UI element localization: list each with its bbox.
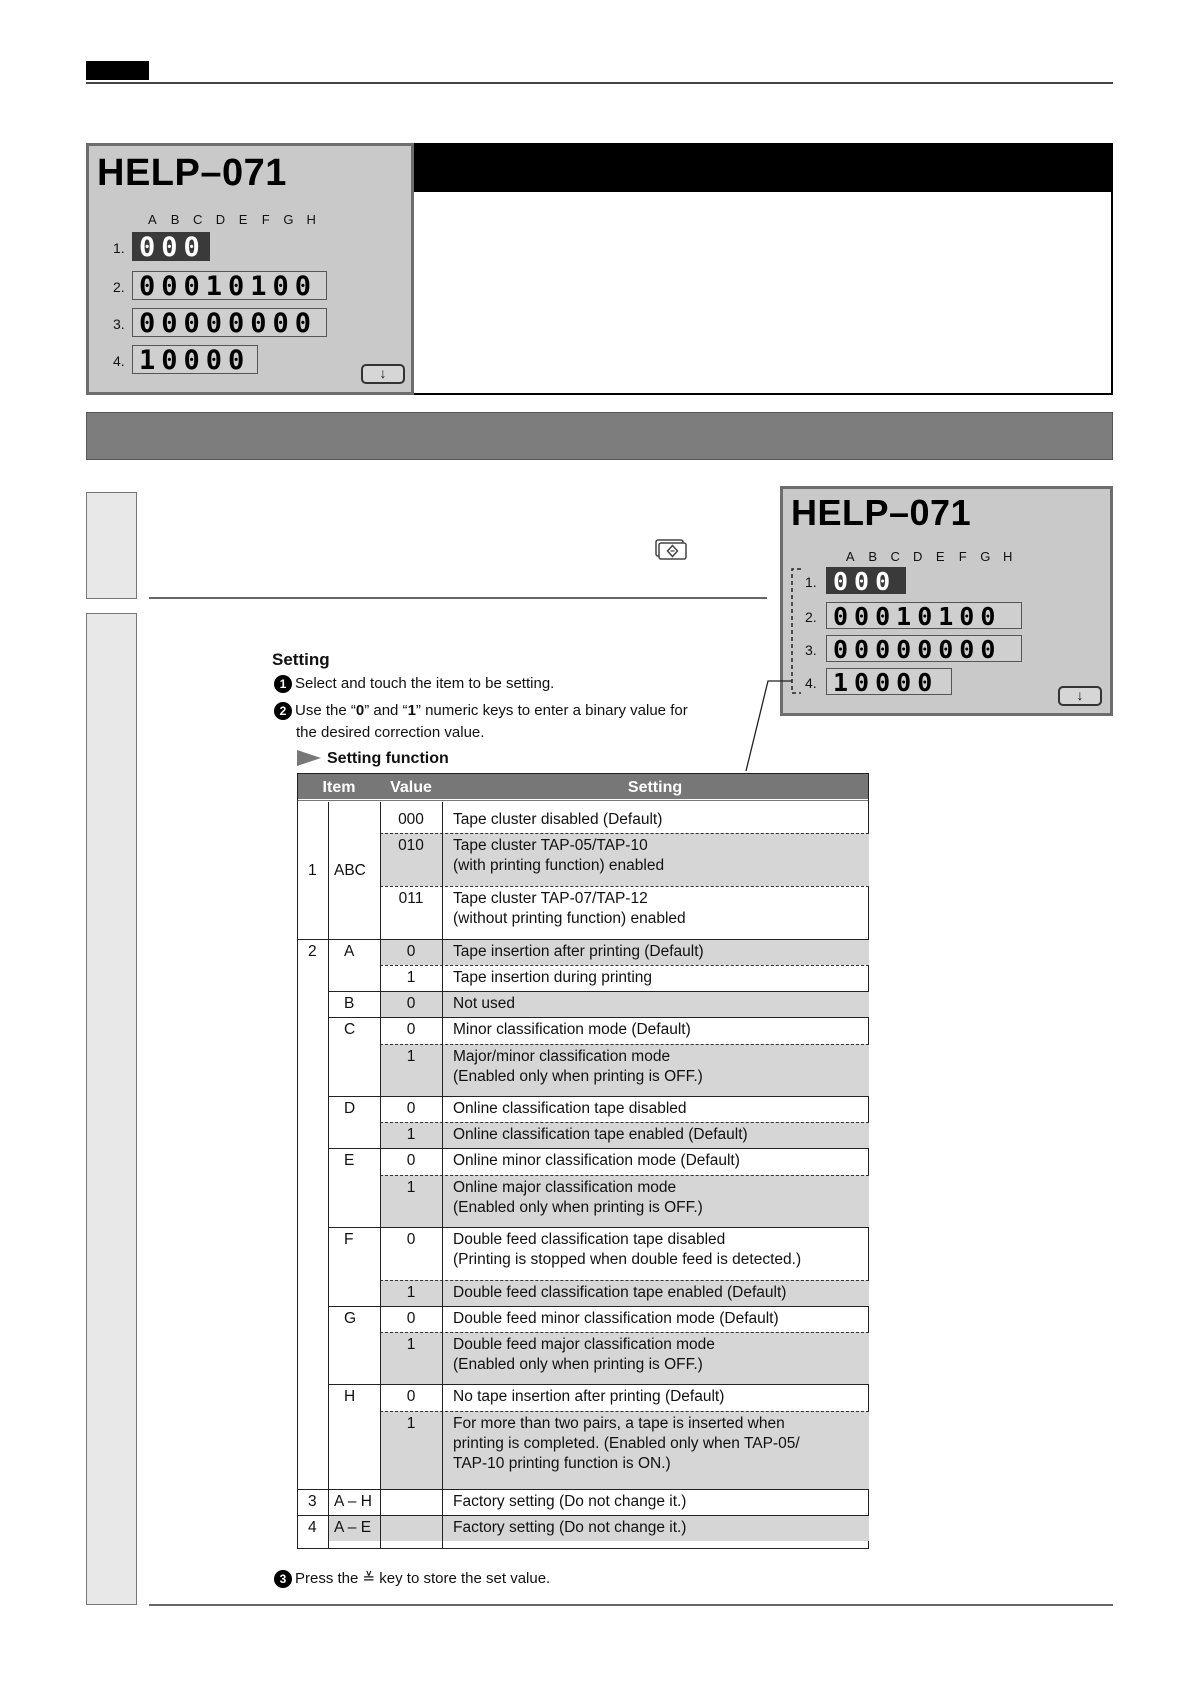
row-separator bbox=[380, 1411, 869, 1412]
setting-cell: Major/minor classification mode (Enabled only when printing is OFF.) bbox=[453, 1048, 703, 1085]
lcd-row-label: 3. bbox=[113, 316, 125, 332]
triangle-pointer-icon bbox=[297, 750, 321, 766]
value-cell: 1 bbox=[406, 1179, 416, 1196]
value-cell: 1 bbox=[406, 1284, 416, 1301]
setting-cell: Double feed major classification mode (Enabled only when printing is OFF.) bbox=[453, 1336, 715, 1373]
item-number: 3 bbox=[308, 1493, 317, 1510]
lcd-row-label: 3. bbox=[805, 642, 817, 658]
row-separator bbox=[328, 991, 869, 992]
lcd-row-label: 2. bbox=[805, 609, 817, 625]
value-cell: 0 bbox=[406, 1100, 416, 1117]
header-rule bbox=[86, 82, 1113, 84]
setting-cell: Minor classification mode (Default) bbox=[453, 1021, 691, 1038]
lcd-row-label: 4. bbox=[113, 353, 125, 369]
item-bit: D bbox=[344, 1100, 356, 1117]
column-divider bbox=[328, 802, 329, 1548]
row-separator bbox=[328, 1148, 869, 1149]
row-separator bbox=[380, 1175, 869, 1176]
setting-cell: Factory setting (Do not change it.) bbox=[453, 1519, 687, 1536]
bottom-rule bbox=[149, 1604, 1113, 1606]
row-separator bbox=[380, 965, 869, 966]
item-bit: ABC bbox=[334, 862, 366, 879]
value-cell: 0 bbox=[406, 1310, 416, 1327]
value-cell: 1 bbox=[406, 969, 416, 986]
item-bit: C bbox=[344, 1021, 356, 1038]
value-cell: 000 bbox=[398, 811, 424, 828]
item-bit: A – E bbox=[334, 1519, 372, 1536]
scroll-down-button[interactable]: ↓ bbox=[361, 364, 405, 384]
step-1: 1 Select and touch the item to be setting. bbox=[274, 673, 554, 695]
lcd-row-label: 1. bbox=[805, 574, 817, 590]
lcd-column-letters: A B C D E F G H bbox=[148, 212, 316, 227]
item-bit: H bbox=[344, 1388, 356, 1405]
store-key-icon: ≚ bbox=[362, 1569, 376, 1587]
lcd-row-label: 4. bbox=[805, 675, 817, 691]
row-separator bbox=[380, 886, 869, 887]
side-strip-procedure bbox=[86, 613, 137, 1605]
row-separator bbox=[298, 1515, 869, 1516]
item-bit: F bbox=[344, 1231, 354, 1248]
item-number: 1 bbox=[308, 862, 317, 879]
item-bit: A – H bbox=[334, 1493, 372, 1510]
setting-function-table bbox=[297, 773, 869, 1549]
setting-cell: Factory setting (Do not change it.) bbox=[453, 1493, 687, 1510]
setting-cell: Online classification tape enabled (Default) bbox=[453, 1126, 748, 1143]
row-separator bbox=[328, 1384, 869, 1385]
item-bit: B bbox=[344, 995, 355, 1012]
value-cell: 1 bbox=[406, 1048, 416, 1065]
lcd-row-4-value[interactable]: 10000 bbox=[826, 668, 952, 695]
lcd-row-2-value[interactable]: 00010100 bbox=[132, 271, 327, 300]
row-separator bbox=[380, 1280, 869, 1281]
top-lcd-panel bbox=[86, 143, 414, 395]
value-cell: 0 bbox=[406, 943, 416, 960]
lcd-row-3-value[interactable]: 00000000 bbox=[826, 635, 1022, 662]
header-item: Item bbox=[322, 779, 356, 796]
column-divider bbox=[380, 802, 381, 1548]
setting-cell: Tape cluster disabled (Default) bbox=[453, 811, 663, 828]
lcd-title: HELP–071 bbox=[97, 152, 287, 194]
lcd-row-2-value[interactable]: 00010100 bbox=[826, 602, 1022, 629]
setting-cell: Double feed classification tape disabled (Printing is stopped when double feed is detected.) bbox=[453, 1231, 802, 1268]
setting-cell: Tape cluster TAP-07/TAP-12 (without printing function) enabled bbox=[453, 890, 686, 927]
step-number-icon: 2 bbox=[274, 702, 292, 720]
step-2: 2 Use the “0” and “1” numeric keys to enter a binary value for the desired correction value. bbox=[274, 700, 688, 744]
setting-cell: Double feed minor classification mode (Default) bbox=[453, 1310, 779, 1327]
section-heading-band bbox=[86, 412, 1113, 460]
setting-cell: Double feed classification tape enabled (Default) bbox=[453, 1284, 787, 1301]
header-value: Value bbox=[390, 779, 432, 796]
row-separator bbox=[328, 1306, 869, 1307]
lcd-row-1-value[interactable]: 000 bbox=[826, 567, 906, 594]
section-divider bbox=[149, 597, 767, 599]
step-number-icon: 1 bbox=[274, 675, 292, 693]
row-separator bbox=[298, 939, 869, 940]
table-header bbox=[298, 774, 868, 802]
value-cell: 0 bbox=[406, 995, 416, 1012]
setting-function-heading: Setting function bbox=[297, 750, 449, 768]
item-bit: E bbox=[344, 1152, 355, 1169]
info-description-box bbox=[414, 143, 1113, 395]
setting-cell: Not used bbox=[453, 995, 516, 1012]
value-cell: 1 bbox=[406, 1126, 416, 1143]
value-cell: 0 bbox=[406, 1388, 416, 1405]
row-separator bbox=[380, 1332, 869, 1333]
value-cell: 011 bbox=[398, 890, 424, 907]
row-separator bbox=[380, 1122, 869, 1123]
row-separator bbox=[328, 1096, 869, 1097]
value-cell: 0 bbox=[406, 1021, 416, 1038]
setting-cell: For more than two pairs, a tape is inserted when printing is completed. (Enabled only when TAP-05/ TAP-10 printing function is ON.) bbox=[453, 1415, 800, 1472]
header-setting: Setting bbox=[627, 779, 683, 796]
row-separator bbox=[380, 833, 869, 834]
value-cell: 1 bbox=[406, 1336, 416, 1353]
lcd-row-3-value[interactable]: 00000000 bbox=[132, 308, 327, 337]
row-separator bbox=[328, 1227, 869, 1228]
value-cell: 010 bbox=[398, 837, 424, 854]
scroll-down-button[interactable]: ↓ bbox=[1058, 686, 1102, 706]
right-lcd-panel bbox=[780, 486, 1113, 716]
item-bit: G bbox=[344, 1310, 357, 1327]
page-header-tab bbox=[86, 61, 149, 80]
setting-cell: Tape insertion after printing (Default) bbox=[453, 943, 704, 960]
row-separator bbox=[298, 1489, 869, 1490]
row-separator bbox=[380, 1044, 869, 1045]
lcd-row-1-value[interactable]: 000 bbox=[132, 232, 210, 261]
setting-cell: Online classification tape disabled bbox=[453, 1100, 687, 1117]
setting-cell: Online major classification mode (Enabled only when printing is OFF.) bbox=[453, 1179, 703, 1216]
value-cell: 0 bbox=[406, 1152, 416, 1169]
value-cell: 0 bbox=[406, 1231, 416, 1248]
item-bit: A bbox=[344, 943, 355, 960]
item-number: 4 bbox=[308, 1519, 317, 1536]
column-divider bbox=[442, 802, 443, 1548]
start-button-icon bbox=[655, 539, 687, 561]
setting-cell: No tape insertion after printing (Default) bbox=[453, 1388, 725, 1405]
step-3: 3 Press the ≚ key to store the set value. bbox=[274, 1567, 550, 1590]
row-separator bbox=[328, 1017, 869, 1018]
lcd-row-label: 1. bbox=[113, 240, 125, 256]
side-strip-overview bbox=[86, 492, 137, 599]
setting-cell: Tape cluster TAP-05/TAP-10 (with printing function) enabled bbox=[453, 837, 665, 874]
setting-cell: Tape insertion during printing bbox=[453, 969, 653, 986]
lcd-row-label: 2. bbox=[113, 279, 125, 295]
setting-heading: Setting bbox=[272, 650, 330, 669]
lcd-title: HELP–071 bbox=[791, 492, 972, 533]
item-number: 2 bbox=[308, 943, 317, 960]
value-cell: 1 bbox=[406, 1415, 416, 1432]
setting-cell: Online minor classification mode (Default) bbox=[453, 1152, 740, 1169]
step-number-icon: 3 bbox=[274, 1570, 292, 1588]
lcd-row-4-value[interactable]: 10000 bbox=[132, 345, 258, 374]
lcd-column-letters: A B C D E F G H bbox=[845, 549, 1013, 564]
